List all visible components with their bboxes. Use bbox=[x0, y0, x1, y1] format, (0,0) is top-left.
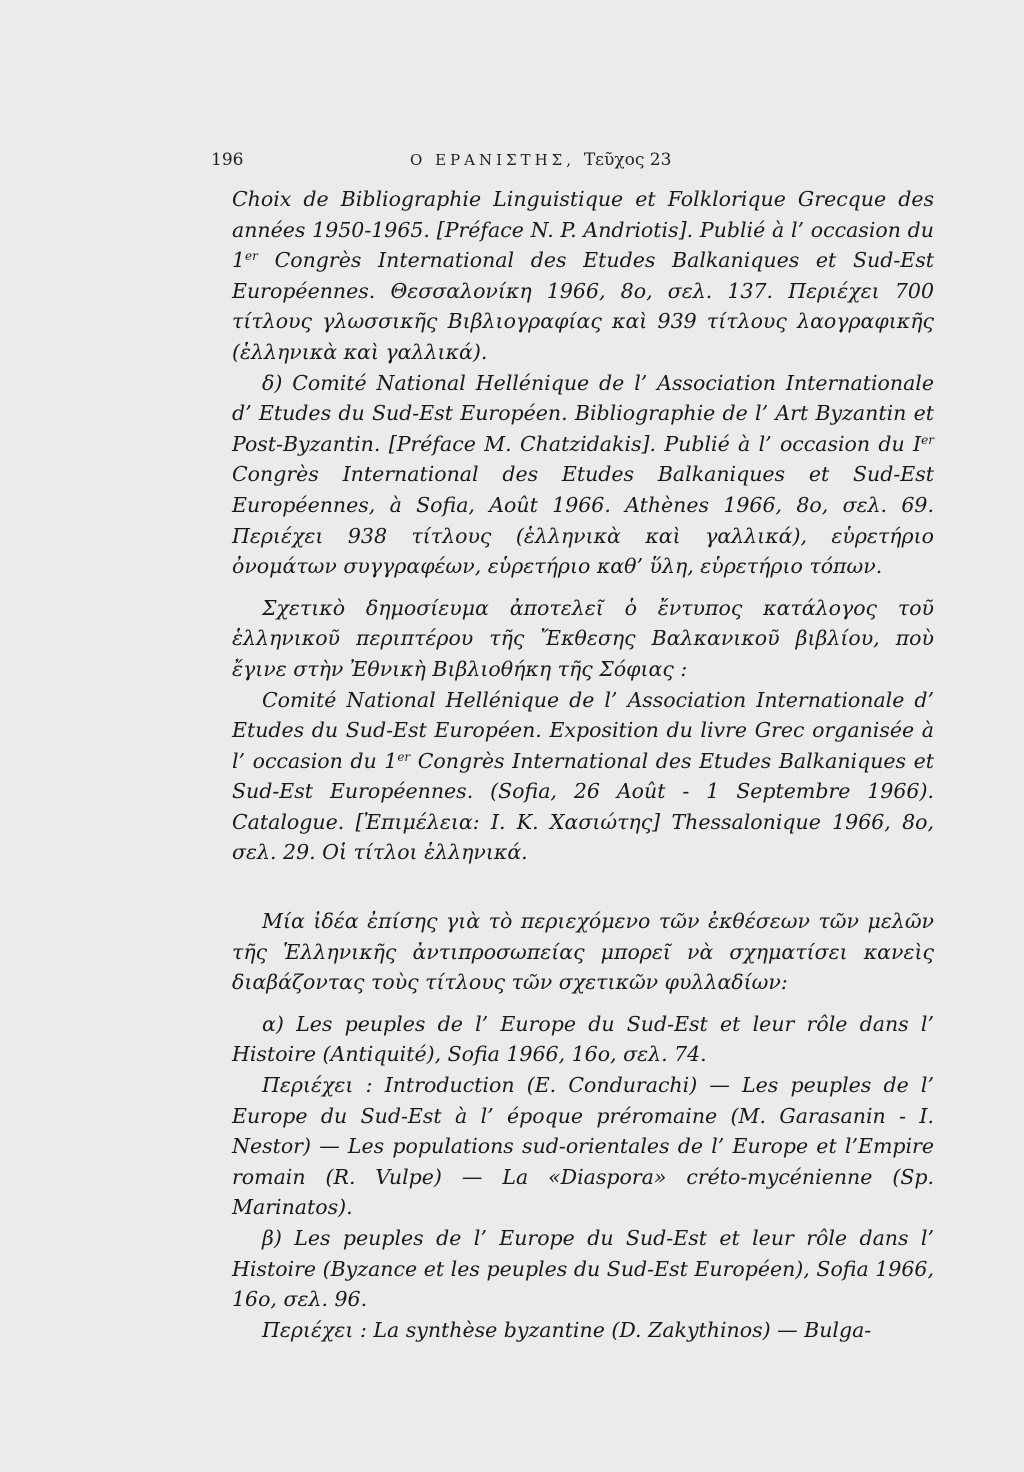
report-entry-alpha: α) Les peuples de l’ Europe du Sud-Est et leur rôle dans l’ Histoire (Antiquité), Sofia 1966, 16ο, σελ. 74. bbox=[232, 1011, 934, 1067]
journal-header bbox=[410, 150, 671, 170]
entry-text: Comité National Hellénique de l’ Association Internationale d’ Etudes du Sud-Est Européen. Exposition du livre Grec organisée à l’ occasion du 1 bbox=[232, 687, 934, 773]
report-entry-beta: β) Les peuples de l’ Europe du Sud-Est et leur rôle dans l’ Histoire (Byzance et les peuples du Sud-Est Européen), Sofia 1966, 16ο, σελ. 96. bbox=[232, 1226, 934, 1312]
entry-text: Choix de Bibliographie Linguistique et Folklorique Grecque des années 1950-1965. [Préface N. P. Andriotis]. Publié à l’ occasion du 1 bbox=[232, 187, 934, 273]
report-contents-alpha: Περιέχει : Introduction (E. Condurachi) — Les peuples de l’ Europe du Sud-Est à l’ époque préromaine (M. Garasanin - I. Nestor) — Les populations sud-orientales de l’ Europe et l’Empire romain (R. Vulpe) — La «Diaspora» créto-mycénienne (Sp. Marinatos). bbox=[232, 1073, 934, 1220]
report-contents-beta: Περιέχει : La synthèse byzantine (D. Zakythinos) — Bulga- bbox=[262, 1317, 872, 1342]
paragraph-gap bbox=[232, 998, 934, 1009]
exhibition-catalogue-entry bbox=[232, 685, 934, 869]
reports-introduction-paragraph: Μία ἰδέα ἐπίσης γιὰ τὸ περιεχόμενο τῶν ἐκθέσεων τῶν μελῶν τῆς Ἑλληνικῆς ἀντιπροσωπείας μπορεῖ νὰ σχηματίσει κανεὶς διαβάζοντας τοὺς τίτλους τῶν σχετικῶν φυλλαδίων: bbox=[232, 909, 934, 995]
ordinal-superscript: er bbox=[397, 749, 411, 764]
entry-text-continued: Congrès International des Etudes Balkaniques et Sud-Est Européennes. Θεσσαλονίκη 1966, 8ο, σελ. 137. Περιέχει 700 τίτλους γλωσσικῆς Βιβλιογραφίας καὶ 939 τίτλους λαογραφικῆς (ἑλληνικὰ καὶ γαλλικά). bbox=[232, 248, 934, 364]
body-text bbox=[232, 184, 934, 1345]
ordinal-superscript: er bbox=[921, 432, 934, 447]
related-publication-paragraph: Σχετικὸ δημοσίευμα ἀποτελεῖ ὁ ἔντυπος κατάλογος τοῦ ἑλληνικοῦ περιπτέρου τῆς Ἔκθεσης Βαλκανικοῦ βιβλίου, ποὺ ἔγινε στὴν Ἐθνικὴ Βιβλιοθήκη τῆς Σόφιας : bbox=[232, 595, 934, 681]
entry-text-continued: Congrès International des Etudes Balkaniques et Sud-Est Européennes. (Sofia, 26 Août - 1 Septembre 1966). Catalogue. [Ἐπιμέλεια: Ι. Κ. Χασιώτης] Thessalonique 1966, 8ο, σελ. 29. Οἱ τίτλοι ἑλληνικά. bbox=[232, 748, 935, 865]
entry-text: δ) Comité National Hellénique de l’ Association Internationale d’ Etudes du Sud-Est Européen. Bibliographie de l’ Art Byzantin et Post-Byzantin. [Préface M. Chatzidakis]. Publié à l’ occasion du I bbox=[232, 370, 934, 456]
journal-title: Ο ΕΡΑΝΙΣΤΗΣ, bbox=[410, 151, 576, 169]
section-gap bbox=[232, 868, 934, 906]
page-number: 196 bbox=[211, 150, 244, 170]
issue-number: Τεῦχος 23 bbox=[583, 150, 672, 170]
paragraph-gap bbox=[232, 582, 934, 593]
bibliography-entry-byzantine-art bbox=[232, 368, 934, 582]
bibliography-entry-greek-linguistic bbox=[232, 184, 934, 368]
running-head bbox=[211, 150, 941, 178]
ordinal-superscript: er bbox=[245, 249, 258, 264]
entry-text-continued: Congrès International des Etudes Balkaniques et Sud-Est Européennes, à Sofia, Août 1966. Athènes 1966, 8ο, σελ. 69. Περιέχει 938 τίτλους (ἑλληνικὰ καὶ γαλλικά), εὑρετήριο ὀνομάτων συγγραφέων, εὑρετήριο καθ’ ὕλη, εὑρετήριο τόπων. bbox=[232, 462, 934, 579]
